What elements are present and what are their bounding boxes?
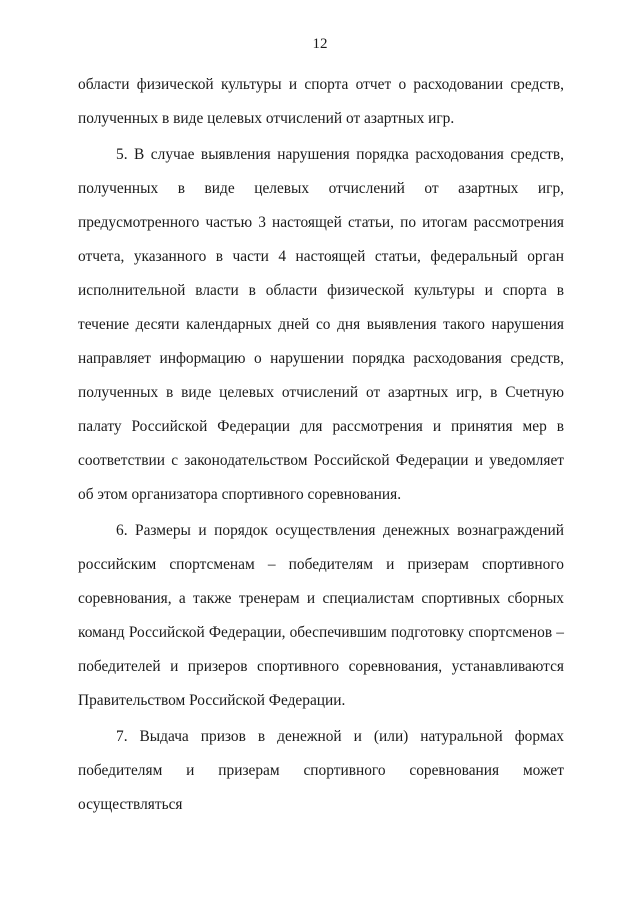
paragraph-item-5: 5. В случае выявления нарушения порядка расходования средств, полученных в виде целевых отчислений от азартных игр, предусмотренного частью 3 настоящей статьи, по итогам рассмотрения отчета, указанного в части 4 настоящей статьи, федеральный орган исполнительной власти в области физической культуры и спорта в течение десяти календарных дней со дня выявления такого нарушения направляет информацию о нарушении порядка расходования средств, полученных в виде целевых отчислений от азартных игр, в Счетную палату Российской Федерации для рассмотрения и принятия мер в соответствии с законодательством Российской Федерации и уведомляет об этом организатора спортивного соревнования. xyxy=(78,146,564,503)
page-number: 12 xyxy=(312,36,328,52)
paragraph-item-6: 6. Размеры и порядок осуществления денежных вознаграждений российским спортсменам – победителям и призерам спортивного соревнования, а также тренерам и специалистам спортивных сборных команд Российской Федерации, обеспечившим подготовку спортсменов – победителей и призеров спортивного соревнования, устанавливаются Правительством Российской Федерации. xyxy=(78,522,564,709)
document-body xyxy=(78,68,564,822)
paragraph-continuation: области физической культуры и спорта отчет о расходовании средств, полученных в виде целевых отчислений от азартных игр. xyxy=(78,76,564,127)
paragraph-item-7: 7. Выдача призов в денежной и (или) натуральной формах победителям и призерам спортивного соревнования может осуществляться xyxy=(78,728,564,813)
